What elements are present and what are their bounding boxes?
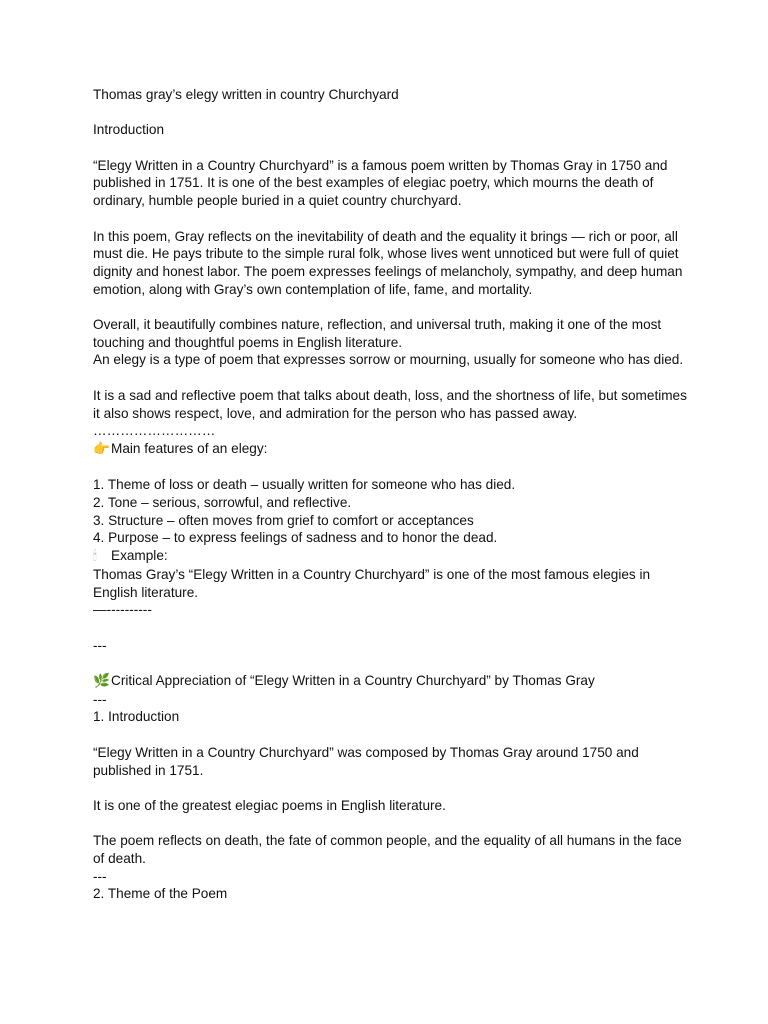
spacer: [93, 459, 693, 477]
section-1-paragraph-3: The poem reflects on death, the fate of common people, and the equality of all humans in the face of death.: [93, 833, 686, 867]
list-item: 3. Structure – often moves from grief to comfort or acceptances: [93, 512, 474, 528]
separator: ---: [93, 868, 107, 884]
paragraph-3: Overall, it beautifully combines nature, reflection, and universal truth, making it one of the most touching and thoughtful poems in English literature.: [93, 317, 665, 350]
separator: ---: [93, 691, 107, 707]
section-1-heading: 1. Introduction: [93, 709, 180, 725]
features-heading-line: [93, 440, 693, 459]
critical-heading: Critical Appreciation of “Elegy Written in a Country Churchyard” by Thomas Gray: [111, 673, 595, 689]
spacer: [93, 815, 693, 833]
leaf-icon: 🌿: [93, 673, 110, 690]
spacer: [93, 619, 693, 637]
features-heading: Main features of an elegy:: [111, 440, 268, 456]
example-label: Example:: [111, 548, 168, 564]
dotted-line: ………………………: [93, 423, 216, 439]
intro-heading: Introduction: [93, 122, 165, 138]
spacer: [93, 726, 693, 744]
example-text: Thomas Gray’s “Elegy Written in a Country Churchyard” is one of the most famous elegies in English literature.: [93, 566, 654, 600]
list-item: 4. Purpose – to express feelings of sadness and to honor the dead.: [93, 530, 498, 546]
spacer: [93, 210, 693, 228]
critical-heading-line: [93, 672, 693, 691]
candle-icon: 🕯: [93, 548, 97, 565]
spacer: [93, 654, 693, 672]
spacer: [93, 104, 693, 122]
paragraph-4: An elegy is a type of poem that expresses sorrow or mourning, usually for someone who has died.: [93, 352, 684, 368]
spacer: [93, 298, 693, 316]
paragraph-1: “Elegy Written in a Country Churchyard” is a famous poem written by Thomas Gray in 1750 and published in 1751. It is one of the best examples of elegiac poetry, which mourns the death of ordinary, humble people buried in a quiet country churchyard.: [93, 157, 672, 209]
paragraph-2: In this poem, Gray reflects on the inevitability of death and the equality it brings — rich or poor, all must die. He pays tribute to the simple rural folk, whose lives went unnoticed but were full of quiet dignity and honest labor. The poem expresses feelings of melancholy, sympathy, and deep human emotion, along with Gray’s own contemplation of life, fame, and mortality.: [93, 228, 687, 297]
section-1-paragraph-2: It is one of the greatest elegiac poems in English literature.: [93, 797, 446, 813]
pointing-hand-icon: 👉: [93, 440, 110, 457]
section-1-paragraph-1: “Elegy Written in a Country Churchyard” was composed by Thomas Gray around 1750 and published in 1751.: [93, 744, 643, 778]
spacer: [93, 779, 693, 797]
dash-line: —----------: [93, 602, 152, 618]
separator: ---: [93, 637, 107, 653]
document-title: Thomas gray’s elegy written in country Churchyard: [93, 87, 399, 102]
example-label-line: [93, 547, 693, 566]
list-item: 1. Theme of loss or death – usually written for someone who has died.: [93, 477, 516, 493]
spacer: [93, 369, 693, 387]
document-page: [93, 86, 693, 903]
list-item: 2. Tone – serious, sorrowful, and reflective.: [93, 495, 352, 511]
spacer: [93, 139, 693, 157]
paragraph-5: It is a sad and reflective poem that talks about death, loss, and the shortness of life, but sometimes it also shows respect, love, and admiration for the person who has passed away.: [93, 387, 691, 421]
section-2-heading: 2. Theme of the Poem: [93, 886, 228, 902]
